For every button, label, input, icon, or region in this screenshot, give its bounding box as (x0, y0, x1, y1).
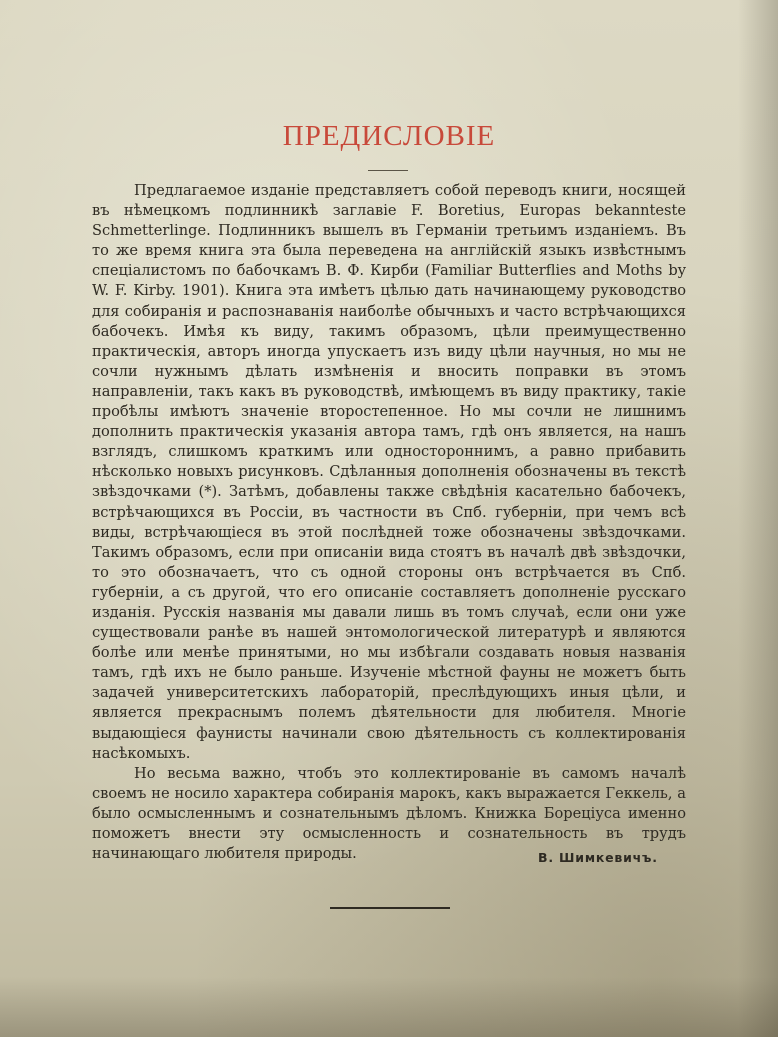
author-signature: В. Шимкевичъ. (538, 850, 658, 865)
preface-paragraph-1: Предлагаемое изданіе представляетъ собой переводъ книги, носящей въ нѣмецкомъ подлинникѣ заглавіе F. Boretius, Europas bekannteste Schmetterlinge. Подлинникъ вышелъ въ Германіи третьимъ изданіемъ. Въ то же время книга эта была переведена на англійскій языкъ извѣстнымъ спеціалистомъ по бабочкамъ В. Ф. Кирби (Familiar Butterflies and Moths by W. F. Kirby. 1901). Книга эта имѣетъ цѣлью дать начинающему руководство для собиранія и распознаванія наиболѣе обычныхъ и часто встрѣчающихся бабочекъ. Имѣя къ виду, такимъ образомъ, цѣли преимущественно практическія, авторъ иногда упускаетъ изъ виду цѣли научныя, но мы не сочли нужнымъ дѣлать измѣненія и вносить поправки въ этомъ направленіи, такъ какъ въ руководствѣ, имѣющемъ въ виду практику, такіе пробѣлы имѣютъ значеніе второстепенное. Но мы сочли не лишнимъ дополнить практическія указанія автора тамъ, гдѣ онъ является, на нашъ взглядъ, слишкомъ краткимъ или одностороннимъ, а равно прибавить нѣсколько новыхъ рисунковъ. Сдѣланныя дополненія обозначены въ текстѣ звѣздочками (*). Затѣмъ, добавлены также свѣдѣнія касательно бабочекъ, встрѣчающихся въ Россіи, въ частности въ Спб. губерніи, при чемъ всѣ виды, встрѣчающіеся въ этой послѣдней тоже обозначены звѣздочками. Такимъ образомъ, если при описаніи вида стоятъ въ началѣ двѣ звѣздочки, то это обозначаетъ, что съ одной стороны онъ встрѣчается въ Спб. губерніи, а съ другой, что его описаніе составляетъ дополненіе русскаго изданія. Русскія названія мы давали лишь въ томъ случаѣ, если они уже существовали ранѣе въ нашей энтомологической литературѣ и являются болѣе или менѣе принятыми, но мы избѣгали создавать новыя названія тамъ, гдѣ ихъ не было раньше. Изученіе мѣстной фауны не можетъ быть задачей университетскихъ лабораторій, преслѣдующихъ иныя цѣли, и является прекраснымъ полемъ дѣятельности для любителя. Многіе выдающіеся фаунисты начинали свою дѣятельность съ коллектированія насѣкомыхъ. (92, 182, 686, 762)
closing-divider (330, 907, 450, 909)
page-edge-shadow (738, 0, 778, 1037)
page-title: ПРЕДИСЛОВІЕ (282, 120, 496, 152)
preface-paragraph-2: Но весьма важно, чтобъ это коллектированіе въ самомъ началѣ своемъ не носило характера собиранія марокъ, какъ выражается Геккель, а было осмысленнымъ и сознательнымъ дѣломъ. Книжка Борецiуса именно поможетъ внести эту осмысленность и сознательность въ трудъ начинающаго любителя природы. (92, 764, 686, 863)
preface-body (92, 181, 686, 864)
title-divider (368, 170, 408, 171)
page-bottom-shadow (0, 977, 778, 1037)
